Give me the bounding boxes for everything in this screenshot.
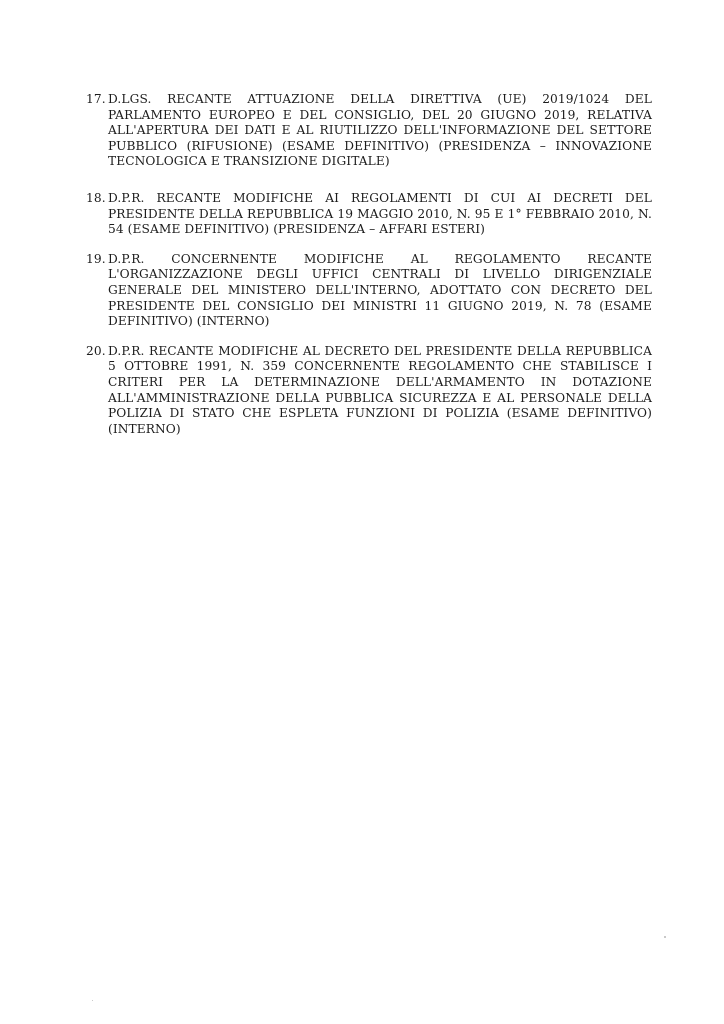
agenda-item-text: D.LGS. RECANTE ATTUAZIONE DELLA DIRETTIVA (UE) 2019/1024 DEL PARLAMENTO EUROPEO E DEL CONSIGLIO, DEL 20 GIUGNO 2019, RELATIVA ALL'APERTURA DEI DATI E AL RIUTILIZZO DELL'INFORMAZIONE DEL SETTORE PUBBLICO (RIFUSIONE) (ESAME DEFINITIVO) (PRESIDENZA – INNOVAZIONE TECNOLOGICA E TRANSIZIONE DIGITALE): [108, 92, 652, 169]
agenda-item-number: 18.: [86, 190, 106, 205]
agenda-item-text: D.P.R. RECANTE MODIFICHE AI REGOLAMENTI DI CUI AI DECRETI DEL PRESIDENTE DELLA REPUBBLICA 19 MAGGIO 2010, N. 95 E 1° FEBBRAIO 2010, N. 54 (ESAME DEFINITIVO) (PRESIDENZA – AFFARI ESTERI): [108, 190, 652, 237]
agenda-item-text: D.P.R. RECANTE MODIFICHE AL DECRETO DEL PRESIDENTE DELLA REPUBBLICA 5 OTTOBRE 1991, N. 359 CONCERNENTE REGOLAMENTO CHE STABILISCE I CRITERI PER LA DETERMINAZIONE DELL'ARMAMENTO IN DOTAZIONE ALL'AMMINISTRAZIONE DELLA PUBBLICA SICUREZZA E AL PERSONALE DELLA POLIZIA DI STATO CHE ESPLETA FUNZIONI DI POLIZIA (ESAME DEFINITIVO) (INTERNO): [108, 343, 652, 436]
agenda-item-text: D.P.R. CONCERNENTE MODIFICHE AL REGOLAMENTO RECANTE L'ORGANIZZAZIONE DEGLI UFFICI CENTRALI DI LIVELLO DIRIGENZIALE GENERALE DEL MINISTERO DELL'INTERNO, ADOTTATO CON DECRETO DEL PRESIDENTE DEL CONSIGLIO DEI MINISTRI 11 GIUGNO 2019, N. 78 (ESAME DEFINITIVO) (INTERNO): [108, 251, 652, 329]
agenda-item-number: 20.: [86, 343, 106, 358]
agenda-item-20: [86, 344, 652, 438]
scan-speck: [92, 1000, 93, 1001]
agenda-item-17: [86, 92, 652, 170]
agenda-item-18: [86, 191, 652, 238]
agenda-item-number: 19.: [86, 251, 106, 266]
agenda-list: [86, 92, 652, 437]
agenda-item-19: [86, 252, 652, 330]
agenda-item-number: 17.: [86, 92, 106, 106]
scan-speck: [664, 936, 666, 938]
